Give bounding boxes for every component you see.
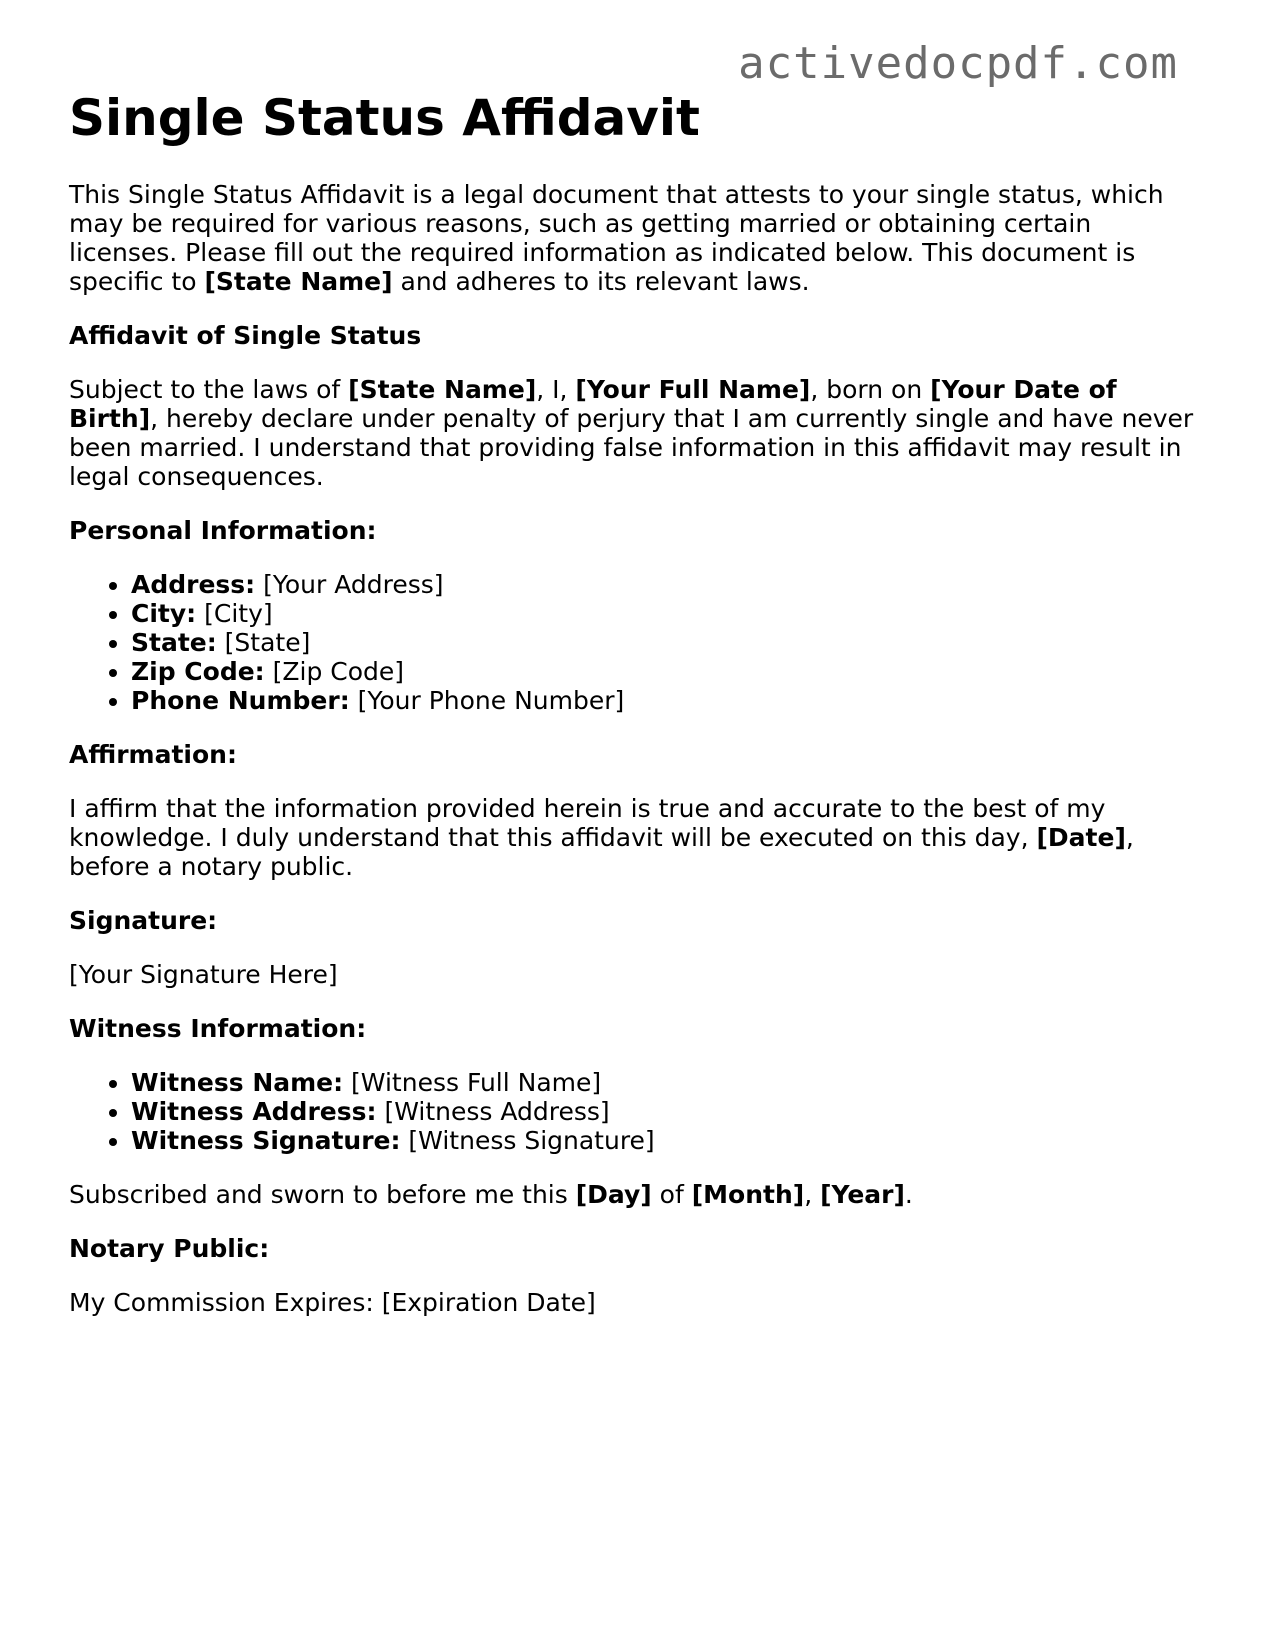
declaration-paragraph — [69, 375, 1199, 491]
field-label: Zip Code: — [131, 657, 265, 686]
signature-placeholder: [Your Signature Here] — [69, 960, 338, 989]
affirmation-paragraph — [69, 794, 1199, 881]
field-value: [State] — [216, 628, 311, 657]
field-value: [Zip Code] — [264, 657, 405, 686]
personal-info-list — [69, 570, 1199, 715]
field-label: City: — [131, 599, 197, 628]
sworn-month: [Month] — [691, 1180, 805, 1209]
affirmation-text-after: , before a notary public. — [69, 823, 1134, 881]
sworn-year: [Year] — [820, 1180, 905, 1209]
declaration-name: [Your Full Name] — [575, 375, 811, 404]
document-page — [69, 86, 1199, 1342]
field-label: Witness Address: — [131, 1097, 377, 1126]
witness-list — [69, 1068, 1199, 1155]
list-item — [131, 599, 1199, 628]
sworn-text-1: Subscribed and sworn to before me this — [69, 1180, 576, 1209]
list-item — [131, 628, 1199, 657]
sworn-day: [Day] — [575, 1180, 652, 1209]
list-item — [131, 570, 1199, 599]
sworn-text-4: . — [904, 1180, 913, 1209]
watermark: activedocpdf.com — [738, 38, 1178, 89]
declaration-text-3: , born on — [810, 375, 931, 404]
field-value: [Witness Address] — [376, 1097, 610, 1126]
affirmation-text-before: I affirm that the information provided herein is true and accurate to the best of my knowledge. I duly understand that this affidavit will be executed on this day, — [69, 794, 1106, 852]
field-value: [City] — [196, 599, 273, 628]
declaration-text-4: , hereby declare under penalty of perjury that I am currently single and have never been married. I understand that providing false information in this affidavit may result in legal consequences. — [69, 404, 1194, 491]
declaration-dob: [Your Date of Birth] — [69, 375, 1117, 433]
list-item — [131, 657, 1199, 686]
personal-info-heading: Personal Information: — [69, 516, 377, 545]
field-value: [Your Phone Number] — [349, 686, 625, 715]
declaration-state: [State Name] — [348, 375, 537, 404]
list-item — [131, 1068, 1199, 1097]
sworn-paragraph — [69, 1180, 1199, 1209]
signature-heading: Signature: — [69, 906, 218, 935]
list-item — [131, 1126, 1199, 1155]
declaration-text-1: Subject to the laws of — [69, 375, 349, 404]
list-item — [131, 686, 1199, 715]
field-value: [Your Address] — [255, 570, 444, 599]
affirmation-date: [Date] — [1036, 823, 1126, 852]
declaration-text-2: , I, — [536, 375, 576, 404]
sworn-text-2: of — [651, 1180, 692, 1209]
affidavit-heading: Affidavit of Single Status — [69, 321, 422, 350]
list-item — [131, 1097, 1199, 1126]
field-label: State: — [131, 628, 217, 657]
field-label: Witness Signature: — [131, 1126, 401, 1155]
intro-state-placeholder: [State Name] — [204, 267, 393, 296]
field-value: [Witness Signature] — [400, 1126, 655, 1155]
notary-commission: My Commission Expires: [Expiration Date] — [69, 1288, 596, 1317]
field-label: Phone Number: — [131, 686, 350, 715]
affirmation-heading: Affirmation: — [69, 740, 237, 769]
field-label: Address: — [131, 570, 256, 599]
sworn-text-3: , — [804, 1180, 821, 1209]
intro-text-before: This Single Status Affidavit is a legal document that attests to your single status, which may be required for various reasons, such as getting married or obtaining certain licenses. Please fill out the required information as indicated below. This document is specific to — [69, 180, 1164, 296]
intro-paragraph — [69, 180, 1199, 296]
intro-text-after: and adheres to its relevant laws. — [392, 267, 810, 296]
field-label: Witness Name: — [131, 1068, 344, 1097]
field-value: [Witness Full Name] — [343, 1068, 602, 1097]
notary-heading: Notary Public: — [69, 1234, 270, 1263]
witness-heading: Witness Information: — [69, 1014, 367, 1043]
document-title: Single Status Affidavit — [69, 89, 700, 147]
